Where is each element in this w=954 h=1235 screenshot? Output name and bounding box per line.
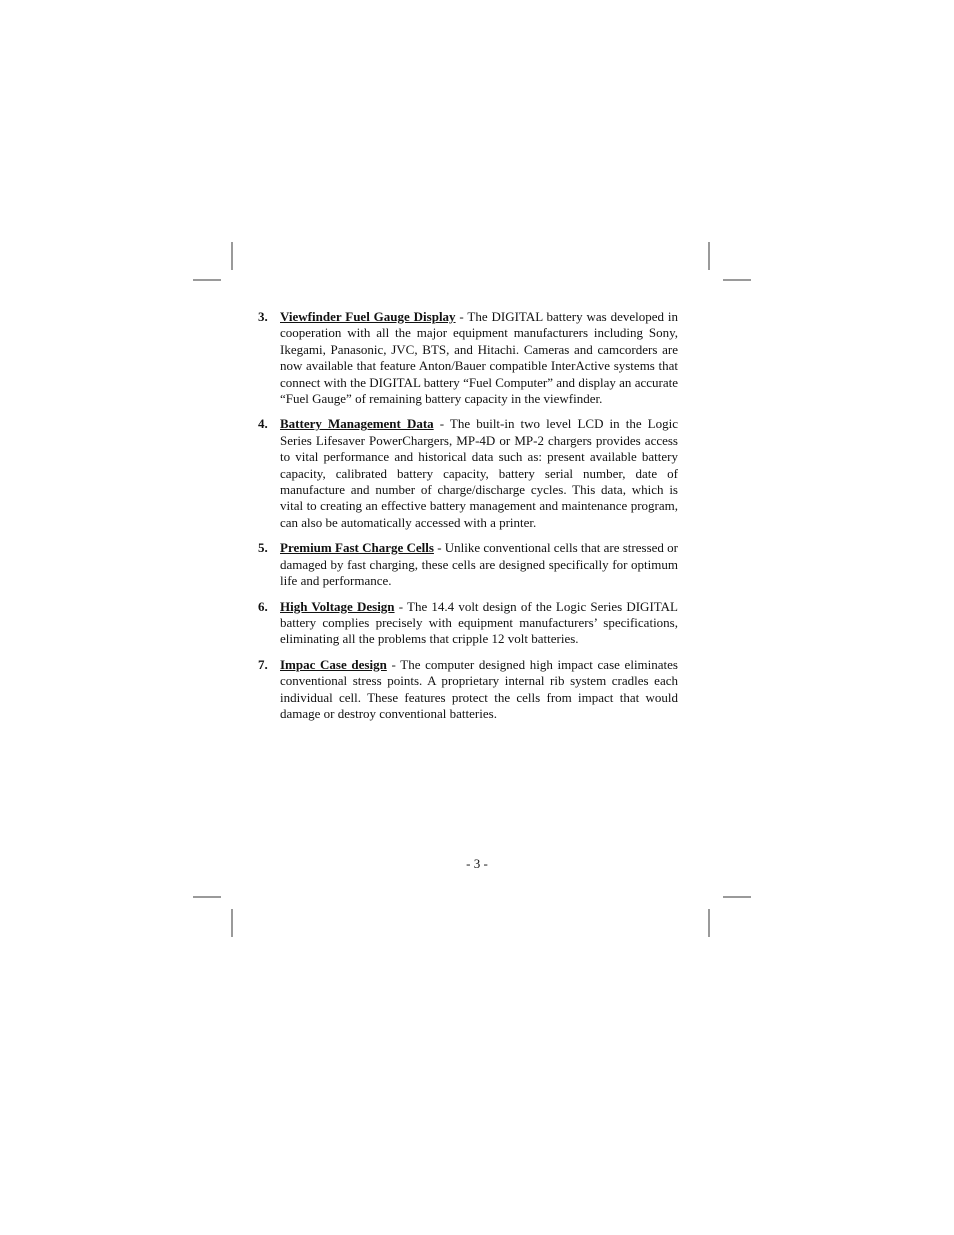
feature-item-6 xyxy=(258,599,678,648)
item-number: 3. xyxy=(258,309,268,324)
item-heading: High Voltage Design xyxy=(280,598,395,614)
item-body xyxy=(280,309,678,407)
feature-item-3 xyxy=(258,309,678,407)
item-text: The computer designed high impact case eliminates conventional stress points. A proprietary internal rib system cradles each individual cell. These features protect the cells from impact that would damage or destroy conventional batteries. xyxy=(280,656,678,721)
item-separator: - xyxy=(455,309,468,324)
item-heading: Viewfinder Fuel Gauge Display xyxy=(280,309,456,324)
feature-item-7 xyxy=(258,657,678,723)
crop-mark-bottom-left-vertical xyxy=(231,909,233,937)
page-number: - 3 - xyxy=(466,856,488,871)
item-body xyxy=(280,599,678,648)
item-number: 4. xyxy=(258,416,268,432)
item-heading: Impac Case design xyxy=(280,656,387,672)
item-number: 7. xyxy=(258,656,268,672)
item-body xyxy=(280,416,678,531)
item-text: Unlike conventional cells that are stressed or damaged by fast charging, these cells are designed specifically for optimum life and performance. xyxy=(280,540,678,589)
item-number: 5. xyxy=(258,540,268,556)
feature-item-5 xyxy=(258,540,678,589)
item-separator: - xyxy=(433,416,450,432)
crop-mark-top-right-horizontal xyxy=(723,279,751,281)
item-heading: Premium Fast Charge Cells xyxy=(280,540,434,556)
item-text: The 14.4 volt design of the Logic Series DIGITAL battery complies precisely with equipment manufacturers’ specifications, eliminating all the problems that cripple 12 volt batteries. xyxy=(280,598,678,647)
crop-mark-top-left-vertical xyxy=(231,242,233,270)
item-text: The DIGITAL battery was developed in cooperation with all the major equipment manufacturers including Sony, Ikegami, Panasonic, JVC, BTS, and Hitachi. Cameras and camcorders are now available that feature Anton/Bauer compatible InterActive systems that connect with the DIGITAL battery “Fuel Computer” and display an accurate “Fuel Gauge” of remaining battery capacity in the viewfinder. xyxy=(280,309,678,407)
item-heading: Battery Management Data xyxy=(280,416,434,432)
item-text: The built-in two level LCD in the Logic Series Lifesaver PowerChargers, MP-4D or MP-2 chargers provides access to vital performance and historical data such as: present available battery capacity, calibrated battery capacity, battery serial number, date of manufacture and number of charge/discharge cycles. This data, which is vital to creating an effective battery management and maintenance program, can also be automatically accessed with a printer. xyxy=(280,416,678,530)
crop-mark-bottom-right-vertical xyxy=(708,909,710,937)
document-content xyxy=(258,309,678,731)
feature-item-4 xyxy=(258,416,678,531)
item-separator: - xyxy=(386,656,401,672)
crop-mark-top-left-horizontal xyxy=(193,279,221,281)
crop-mark-bottom-right-horizontal xyxy=(723,896,751,898)
crop-mark-top-right-vertical xyxy=(708,242,710,270)
item-number: 6. xyxy=(258,598,268,614)
item-body xyxy=(280,657,678,723)
crop-mark-bottom-left-horizontal xyxy=(193,896,221,898)
item-body xyxy=(280,540,678,589)
item-separator: - xyxy=(394,598,407,614)
item-separator: - xyxy=(433,540,445,556)
